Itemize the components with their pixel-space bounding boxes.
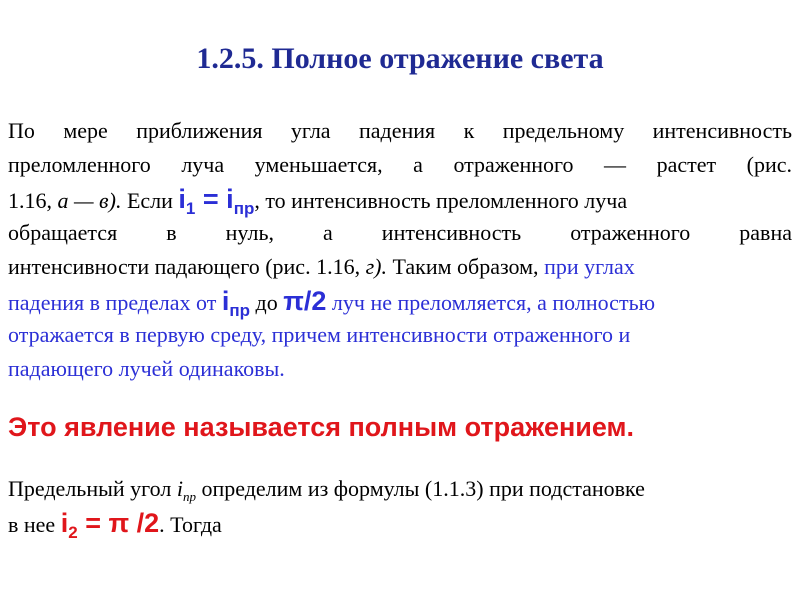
figure-ref: г). <box>365 254 387 279</box>
subscript: пр <box>182 489 196 504</box>
text-line <box>8 114 792 148</box>
text-line <box>8 318 792 352</box>
formula-i1-equals-ipr <box>178 184 255 218</box>
highlighted-text: луч не преломляется, а полностью <box>326 290 656 315</box>
text-fragment: , то интенсивность преломленного луча <box>254 188 628 213</box>
text-line <box>8 250 792 284</box>
text-fragment: до <box>250 290 284 315</box>
text-fragment: Если <box>121 188 179 213</box>
text-fragment: . Тогда <box>159 512 222 537</box>
text-line <box>8 182 792 216</box>
highlighted-text: при углах <box>538 254 635 279</box>
highlighted-text: падения в пределах от <box>8 290 222 315</box>
text-fragment: преломленного луча уменьшается, а отраженного — растет (рис. <box>8 152 792 177</box>
text-line <box>8 284 792 318</box>
equals-sign: = <box>195 184 227 214</box>
subscript: 1 <box>185 199 196 218</box>
text-line <box>8 352 792 386</box>
paragraph-limit-angle <box>8 472 792 540</box>
subscript: 2 <box>68 523 78 542</box>
symbol-i: i <box>226 184 234 214</box>
figure-ref: а — в). <box>57 188 122 213</box>
slide-title: 1.2.5. Полное отражение света <box>196 42 604 75</box>
text-fragment: По мере приближения угла падения к предельному интенсивность <box>8 118 792 143</box>
text-fragment: обращается в нуль, а интенсивность отраженного равна <box>8 220 792 245</box>
text-fragment: определим из формулы (1.1.3) при подстановке <box>195 476 645 501</box>
formula-rest: = π /2 <box>77 508 160 538</box>
text-line <box>8 506 792 540</box>
text-line <box>8 148 792 182</box>
highlighted-text: падающего лучей одинаковы. <box>8 356 285 381</box>
formula-i2 <box>60 508 160 542</box>
text-fragment: в нее <box>8 512 61 537</box>
symbol-i: i <box>221 286 230 316</box>
symbol-i: i <box>60 508 69 538</box>
text-fragment: интенсивности падающего (рис. 1.16, <box>8 254 361 279</box>
subscript: пр <box>229 301 250 320</box>
text-line <box>8 216 792 250</box>
symbol-i: i <box>176 476 183 501</box>
subscript: пр <box>233 199 255 218</box>
text-fragment: 1.16, <box>8 188 52 213</box>
text-line <box>8 472 792 506</box>
highlighted-text: отражается в первую среду, причем интенсивности отраженного и <box>8 322 631 347</box>
text-fragment: Таким образом, <box>387 254 539 279</box>
symbol-i: i <box>178 184 186 214</box>
formula-ipr <box>221 286 250 320</box>
text-fragment: Предельный угол <box>8 476 177 501</box>
symbol-ipr <box>176 476 196 504</box>
formula-pi-half: π/2 <box>283 286 327 316</box>
paragraph-intro <box>8 114 792 386</box>
key-statement: Это явление называется полным отражением. <box>8 412 635 442</box>
